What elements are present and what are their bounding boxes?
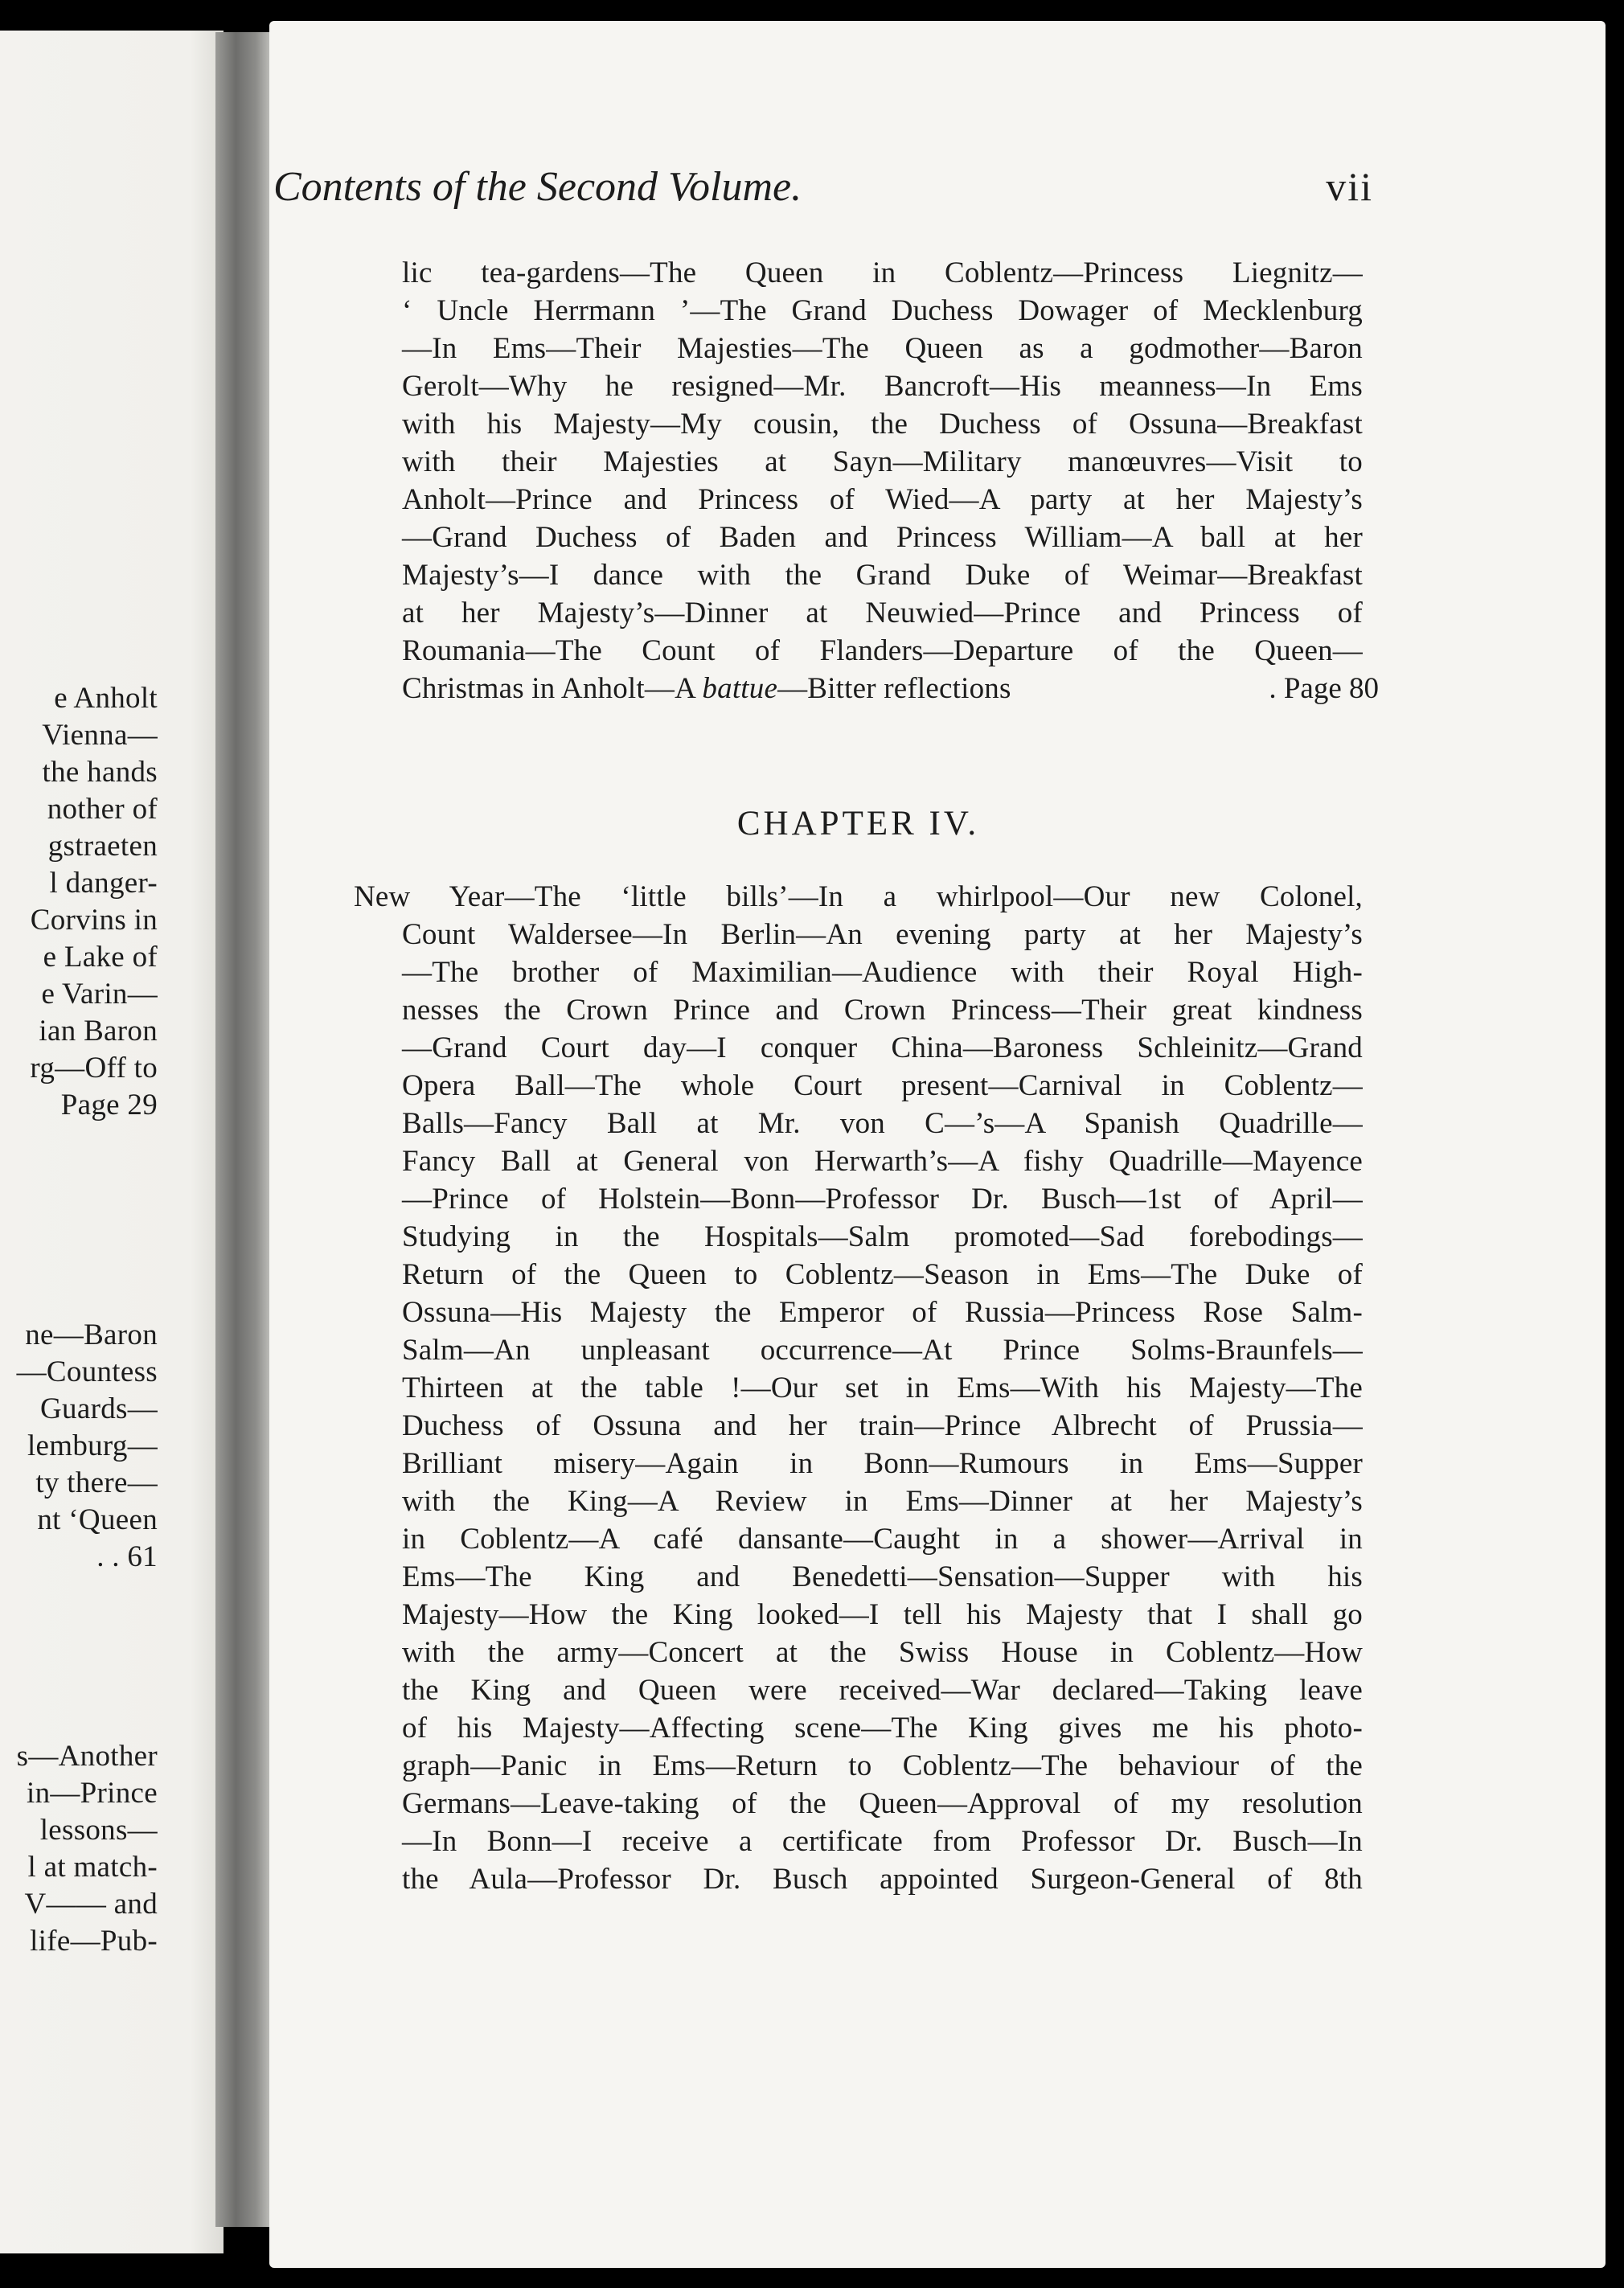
summary-line: Brilliant misery—Again in Bonn—Rumours in Ems—Supper [402, 1447, 1363, 1480]
summary-line: —In Ems—Their Majesties—The Queen as a godmother—Baron [402, 332, 1363, 365]
previous-page-line: rg—Off to [30, 1052, 158, 1085]
previous-page-line: —Countess [16, 1355, 158, 1388]
summary-line: Majesty’s—I dance with the Grand Duke of Weimar—Breakfast [402, 559, 1363, 592]
summary-text: —Bitter reflections [777, 672, 1011, 705]
summary-line: Fancy Ball at General von Herwarth’s—A fishy Quadrille—Mayence [402, 1145, 1363, 1178]
summary-line: the Aula—Professor Dr. Busch appointed Surgeon-General of 8th [402, 1863, 1363, 1896]
previous-page-line: gstraeten [47, 830, 158, 863]
summary-line: lic tea-gardens—The Queen in Coblentz—Princess Liegnitz— [402, 256, 1363, 289]
summary-line: of his Majesty—Affecting scene—The King gives me his photo- [402, 1712, 1363, 1745]
summary-line: Salm—An unpleasant occurrence—At Prince Solms-Braunfels— [402, 1334, 1363, 1367]
previous-page-line: ian Baron [39, 1015, 158, 1048]
italic-term: battue [702, 672, 778, 705]
book-gutter [215, 32, 273, 2227]
summary-line: Anholt—Prince and Princess of Wied—A party at her Majesty’s [402, 483, 1363, 516]
summary-line: Germans—Leave-taking of the Queen—Approval of my resolution [402, 1787, 1363, 1820]
previous-page-line: lessons— [39, 1814, 158, 1847]
previous-page-line: nother of [47, 793, 158, 826]
previous-page-line: Guards— [40, 1392, 158, 1425]
summary-line: with the army—Concert at the Swiss House in Coblentz—How [402, 1636, 1363, 1669]
previous-page-line: Corvins in [30, 904, 158, 937]
summary-line: —In Bonn—I receive a certificate from Professor Dr. Busch—In [402, 1825, 1363, 1858]
summary-line: Duchess of Ossuna and her train—Prince Albrecht of Prussia— [402, 1409, 1363, 1442]
summary-line: in Coblentz—A café dansante—Caught in a shower—Arrival in [402, 1523, 1363, 1556]
summary-line: New Year—The ‘little bills’—In a whirlpool—Our new Colonel, [354, 880, 1363, 913]
summary-line: Opera Ball—The whole Court present—Carnival in Coblentz— [402, 1069, 1363, 1102]
previous-page-line: s—Another [16, 1740, 158, 1773]
summary-line: nesses the Crown Prince and Crown Princess—Their great kindness [402, 994, 1363, 1027]
summary-line: the King and Queen were received—War declared—Taking leave [402, 1674, 1363, 1707]
chapter-heading: CHAPTER IV. [736, 805, 980, 843]
page-number: vii [1326, 164, 1373, 209]
summary-line: Balls—Fancy Ball at Mr. von C—’s—A Spanish Quadrille— [402, 1107, 1363, 1140]
running-head-title: Contents of the Second Volume. [273, 164, 802, 210]
previous-page-line: V—— and [24, 1888, 158, 1921]
running-head [273, 163, 1373, 219]
summary-line: —Prince of Holstein—Bonn—Professor Dr. Busch—1st of April— [402, 1183, 1363, 1216]
previous-page-line: the hands [42, 756, 158, 789]
summary-line: graph—Panic in Ems—Return to Coblentz—The behaviour of the [402, 1749, 1363, 1782]
previous-page-line: e Varin— [41, 978, 158, 1011]
summary-line: ‘ Uncle Herrmann ’—The Grand Duchess Dowager of Mecklenburg [402, 294, 1363, 327]
previous-page-line: e Anholt [54, 682, 158, 715]
summary-line: with his Majesty—My cousin, the Duchess of Ossuna—Breakfast [402, 408, 1363, 441]
summary-line: Majesty—How the King looked—I tell his Majesty that I shall go [402, 1598, 1363, 1631]
previous-page-line: life—Pub- [30, 1925, 158, 1958]
summary-line: Return of the Queen to Coblentz—Season in Ems—The Duke of [402, 1258, 1363, 1291]
summary-line: Roumania—The Count of Flanders—Departure of the Queen— [402, 634, 1363, 667]
summary-line: Ems—The King and Benedetti—Sensation—Supper with his [402, 1560, 1363, 1593]
previous-page-line: lemburg— [27, 1429, 158, 1462]
previous-page-line: e Lake of [43, 941, 158, 974]
summary-line-last [402, 670, 1126, 707]
summary-line: Studying in the Hospitals—Salm promoted—Sad forebodings— [402, 1220, 1363, 1253]
previous-page-line: ty there— [35, 1466, 158, 1499]
summary-line: with their Majesties at Sayn—Military manœuvres—Visit to [402, 445, 1363, 478]
previous-page-line: in—Prince [26, 1777, 158, 1810]
previous-page-line: ne—Baron [25, 1318, 158, 1351]
summary-line: Gerolt—Why he resigned—Mr. Bancroft—His meanness—In Ems [402, 370, 1363, 403]
previous-page-line: . . 61 [96, 1540, 158, 1573]
summary-text: Christmas in Anholt—A [402, 672, 703, 705]
previous-page-line: Page 29 [60, 1089, 158, 1121]
summary-line: at her Majesty’s—Dinner at Neuwied—Prince and Princess of [402, 597, 1363, 629]
summary-line: Ossuna—His Majesty the Emperor of Russia—Princess Rose Salm- [402, 1296, 1363, 1329]
previous-page-line: nt ‘Queen [37, 1503, 158, 1536]
summary-line: —Grand Court day—I conquer China—Baroness Schleinitz—Grand [402, 1031, 1363, 1064]
previous-page-line: l danger- [49, 867, 158, 900]
previous-page [0, 31, 224, 2253]
page-reference: . Page 80 [1269, 672, 1379, 705]
summary-line: Count Waldersee—In Berlin—An evening party at her Majesty’s [402, 918, 1363, 951]
summary-line: Thirteen at the table !—Our set in Ems—With his Majesty—The [402, 1372, 1363, 1404]
summary-line: —Grand Duchess of Baden and Princess William—A ball at her [402, 521, 1363, 554]
previous-page-line: Vienna— [42, 719, 158, 752]
summary-line: with the King—A Review in Ems—Dinner at her Majesty’s [402, 1485, 1363, 1518]
previous-page-line: l at match- [27, 1851, 158, 1884]
summary-line: —The brother of Maximilian—Audience with their Royal High- [402, 956, 1363, 989]
